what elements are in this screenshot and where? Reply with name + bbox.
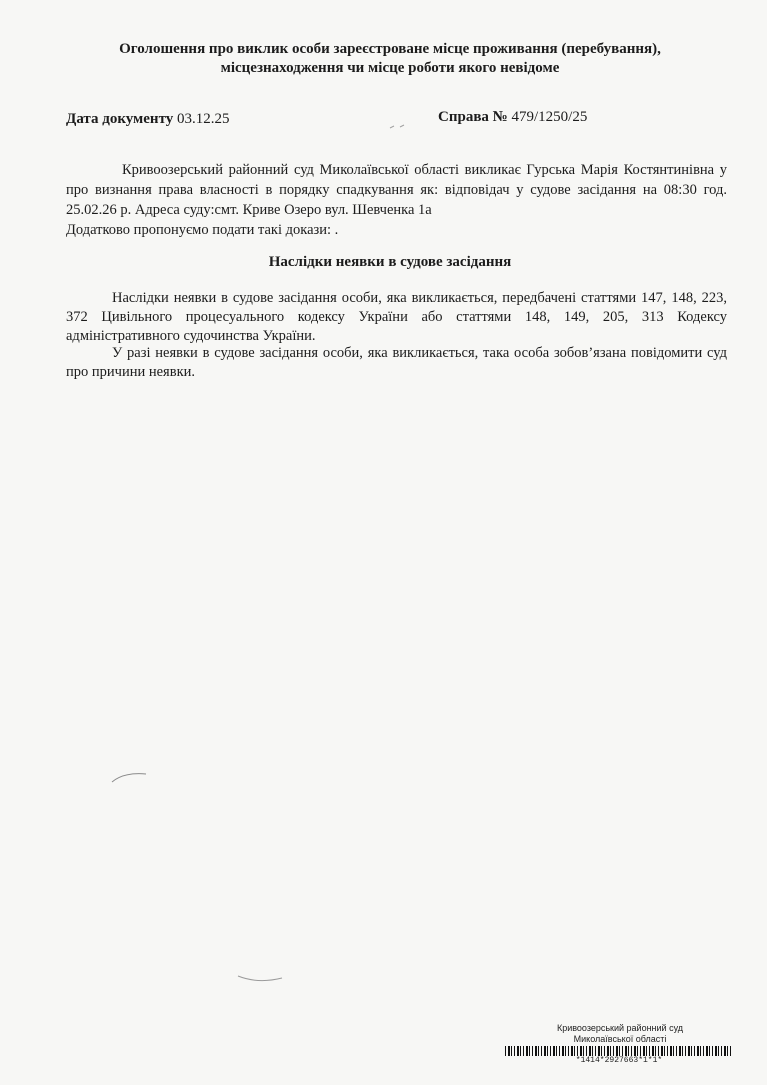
- case-value: 479/1250/25: [511, 109, 588, 125]
- barcode: [505, 1046, 733, 1056]
- scan-artifact-mark: [110, 770, 150, 784]
- stamp-line-1: Кривоозерський районний суд: [556, 1023, 684, 1033]
- section-title: Наслідки неявки в судове засідання: [268, 254, 512, 270]
- case-label: Справа №: [438, 109, 508, 125]
- date-value: 03.12.25: [177, 111, 230, 127]
- barcode-text: *1414*2927663*1*1*: [575, 1056, 663, 1065]
- stamp-line-2: Миколаївської області: [573, 1034, 667, 1044]
- case-number: [438, 109, 587, 126]
- court-stamp: [500, 1023, 740, 1045]
- title-line-2: місцезнаходження чи місце роботи якого невідоме: [220, 60, 560, 76]
- notice-paragraph: У разі неявки в судове засідання особи, яка викликається, така особа зобов’язана повідомити суд про причини неявки.: [66, 345, 727, 380]
- document-title: [60, 40, 720, 78]
- evidence-line: Додатково пропонуємо подати такі докази: .: [66, 222, 339, 238]
- consequences-paragraph: Наслідки неявки в судове засідання особи, яка викликається, передбачені статтями 147, 148, 223, 372 Цивільного процесуального кодексу України або статтями 148, 149, 205, 313 Кодексу адміністративного судочинства України.: [66, 290, 727, 344]
- date-label: Дата документу: [66, 111, 174, 127]
- summons-paragraph: Кривоозерський районний суд Миколаївської області викликає Гурська Марія Костянтинівна у про визнання права власності в порядку спадкування як: відповідач у судове засідання на 08:30 год. 25.02.26 р. Адреса суду:смт. Криве Озеро вул. Шевченка 1а: [66, 162, 727, 218]
- title-line-1: Оголошення про виклик особи зареєстроване місце проживання (перебування),: [119, 41, 661, 57]
- document-date: [66, 111, 230, 128]
- scan-artifact-mark: [236, 970, 286, 984]
- scan-artifact-mark: [388, 122, 408, 132]
